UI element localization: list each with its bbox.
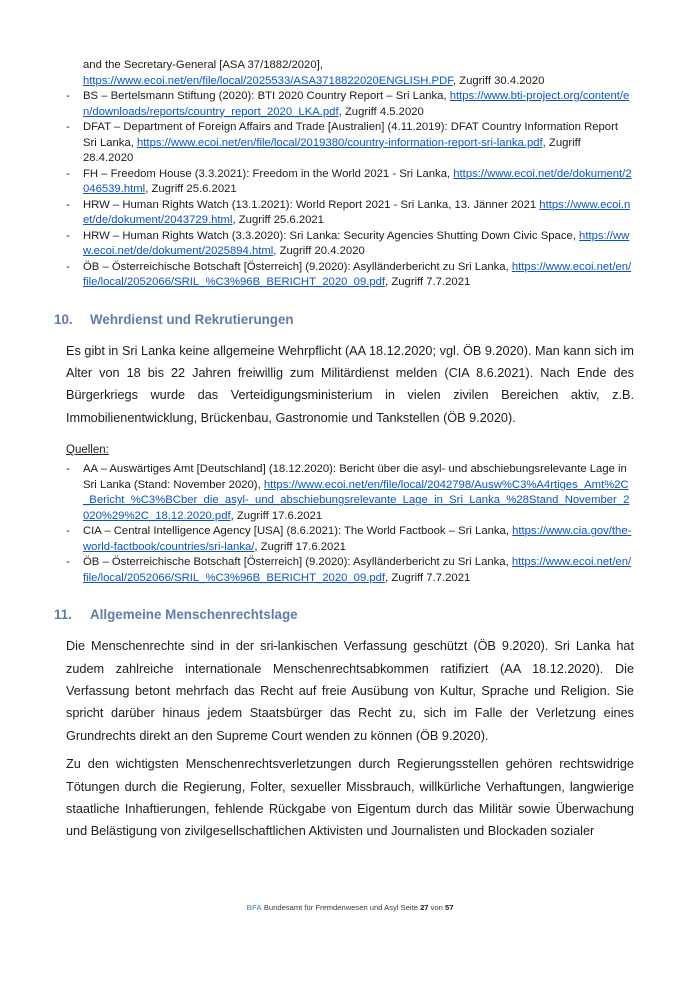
page-footer [0,903,700,913]
section-heading-11 [54,607,634,623]
section11-paragraph-1: Die Menschenrechte sind in der sri-lankischen Verfassung geschützt (ÖB 9.2020). Sri Lanka hat zudem zahlreiche internationale Menschenrechtsabkommen ratifiziert (AA 18.12.2020). Die Verfassung betont mehrfach das Recht auf freie Ausübung von Kultur, Sprache und Religion. Sie spricht darüber hinaus jedem Staatsbürger das Recht zu, sich im Falle der Verletzung eines Grundrechts direkt an den Supreme Court wenden zu können (ÖB 9.2020). [66,639,634,743]
source-access-date: , Zugriff 30.4.2020 [452,74,545,87]
source-entry [83,89,634,120]
source-text: AA – Auswärtiges Amt [Deutschland] (18.12.2020): Bericht über die asyl- und abschiebungsrelevante Lage in Sri Lanka (Stand: November 2020), [83,463,627,491]
source-entry [83,198,634,229]
footer-von-label: von [430,903,443,912]
source-entry [83,260,634,291]
list-item-continuation [66,58,634,89]
footer-org-name: Bundesamt für Fremdenwesen und Asyl [263,903,399,912]
source-entry [83,167,634,198]
source-entry [83,462,634,524]
source-text: BS – Bertelsmann Stiftung (2020): BTI 2020 Country Report – Sri Lanka, [83,90,450,102]
source-entry [83,555,634,586]
source-text: DFAT – Department of Foreign Affairs and Trade [Australien] (4.11.2019): DFAT Country Information Report Sri Lanka, [83,121,618,149]
source-link[interactable]: https://www.cia.gov/the-world-factbook/countries/sri-lanka/ [83,525,632,553]
bullet-dash: - [66,229,70,242]
source-list-item [66,260,634,291]
source-link[interactable]: https://www.ecoi.net/en/file/local/2052066/SRIL_%C3%96B_BERICHT_2020_09.pdf [83,556,632,584]
source-text: FH – Freedom House (3.3.2021): Freedom in the World 2021 - Sri Lanka, [83,167,454,180]
bullet-dash: - [66,121,70,133]
source-list-item [66,167,634,198]
source-list-item [66,229,634,260]
sources-label: Quellen: [66,444,109,457]
bullet-dash: - [66,525,70,538]
source-list-top [66,58,634,291]
source-list-item [66,120,634,167]
source-link[interactable]: https://www.bti-project.org/content/en/downloads/reports/country_report_2020_LKA.pdf [83,90,630,118]
continuation-text: and the Secretary-General [ASA 37/1882/2020], [83,59,323,71]
source-items-top [66,89,634,291]
source-list-item [66,524,634,555]
section-title: Wehrdienst und Rekrutierungen [90,311,294,327]
source-access-date: , Zugriff 17.6.2021 [254,540,346,553]
source-link[interactable]: https://www.ecoi.net/de/dokument/2043729.html [83,198,631,226]
footer-page-label: Seite [400,903,418,912]
section10-paragraph: Es gibt in Sri Lanka keine allgemeine Wehrpflicht (AA 18.12.2020; vgl. ÖB 9.2020). Man kann sich im Alter von 18 bis 22 Jahren freiwillig zum Militärdienst melden (CIA 8.6.2021). Nach Ende des Bürgerkriegs wurde das Verteidigungsministerium in vielen zivilen Bereichen aktiv, z.B. Immobilienentwicklung, Brückenbau, Gastronomie und Tankstellen (ÖB 9.2020). [66,343,634,425]
section-number: 10. [54,311,73,327]
source-access-date: , Zugriff 17.6.2021 [230,509,323,522]
source-access-date: , Zugriff 7.7.2021 [385,571,471,584]
source-list-item [66,89,634,120]
source-access-date: , Zugriff 7.7.2021 [385,276,471,288]
source-text: ÖB – Österreichische Botschaft [Österreich] (9.2020): Asylländerbericht zu Sri Lanka, [83,556,512,569]
source-text: ÖB – Österreichische Botschaft [Österreich] (9.2020): Asylländerbericht zu Sri Lanka, [83,260,512,273]
source-list-item [66,462,634,524]
footer-page-total: 57 [445,903,454,912]
source-link[interactable]: https://www.ecoi.net/en/file/local/2042798/Ausw%C3%A4rtiges_Amt%2C_Bericht_%C3%BCber_die_asyl-_und_abschiebungsrelevante_Lage_in_Sri_Lanka_%28Stand_November_2020%29%2C_18.12.2020.pdf [83,478,630,522]
footer-page-number: 27 [420,903,429,912]
section-title: Allgemeine Menschenrechtslage [90,607,298,623]
source-text: HRW – Human Rights Watch (3.3.2020): Sri Lanka: Security Agencies Shutting Down Civic Space, [83,229,580,242]
bullet-dash: - [66,556,70,569]
section11-paragraph-2: Zu den wichtigsten Menschenrechtsverletzungen durch Regierungsstellen gehören rechtswidrige Tötungen durch die Regierung, Folter, sexueller Missbrauch, willkürliche Verhaftungen, langwierige staatliche Inhaftierungen, fehlende Rückgabe von Eigentum durch das Militär sowie Überwachung und Belästigung von zivilgesellschaftlichen Aktivisten und Journalisten und Blockaden sozialer [66,757,634,839]
source-link[interactable]: https://www.ecoi.net/de/dokument/2025894.html [83,229,630,257]
source-list-item [66,198,634,229]
section-number: 11. [54,607,72,623]
source-link[interactable]: https://www.ecoi.net/de/dokument/2046539.html [83,167,632,195]
source-entry [83,120,634,167]
source-text: HRW – Human Rights Watch (13.1.2021): World Report 2021 - Sri Lanka, 13. Jänner 2021 [83,198,540,211]
source-link[interactable]: https://www.ecoi.net/en/file/local/2025533/ASA3718822020ENGLISH.PDF [83,74,453,87]
bullet-dash: - [66,198,70,211]
source-list-item [66,555,634,586]
source-access-date: , Zugriff 28.4.2020 [83,136,581,164]
source-list-section10 [66,462,634,586]
source-text: CIA – Central Intelligence Agency [USA] (8.6.2021): The World Factbook – Sri Lanka, [83,525,513,538]
bullet-dash: - [66,463,70,476]
source-entry [83,229,634,260]
bullet-dash: - [66,90,70,102]
source-entry [83,524,634,555]
bfa-logo: BFA [246,903,262,912]
source-link[interactable]: https://www.ecoi.net/en/file/local/2052066/SRIL_%C3%96B_BERICHT_2020_09.pdf [83,260,632,288]
source-access-date: , Zugriff 20.4.2020 [273,245,365,257]
source-access-date: , Zugriff 4.5.2020 [338,105,424,118]
source-access-date: , Zugriff 25.6.2021 [145,183,237,195]
bullet-dash: - [66,260,70,273]
section-heading-10 [54,312,634,328]
source-link[interactable]: https://www.ecoi.net/en/file/local/2019380/country-information-report-sri-lanka.pdf [137,136,543,149]
source-access-date: , Zugriff 25.6.2021 [232,214,324,226]
bullet-dash: - [66,167,70,180]
